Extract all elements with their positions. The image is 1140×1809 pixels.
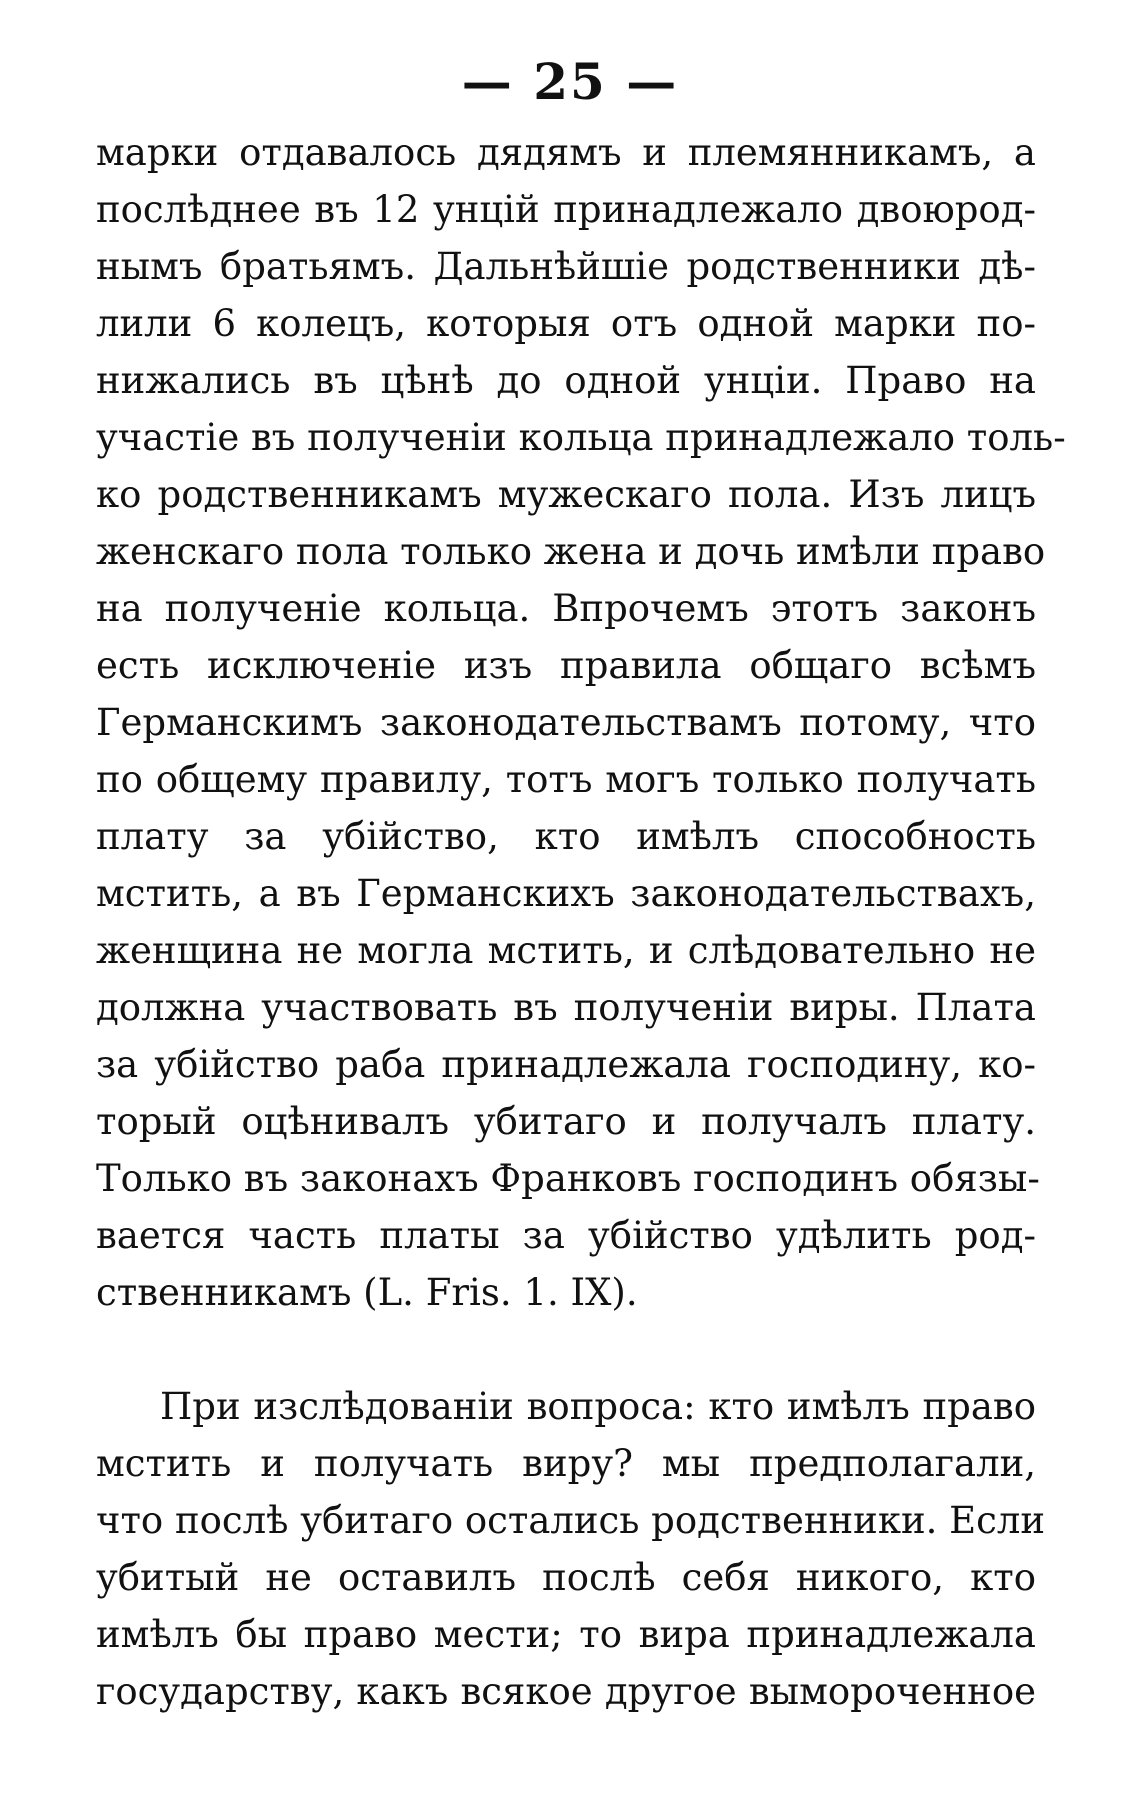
text-line: женщина не могла мстить, и слѣдовательно не bbox=[96, 929, 1036, 972]
text-line: вается часть платы за убійство удѣлить род- bbox=[96, 1214, 1036, 1257]
text-line: женскаго пола только жена и дочь имѣли право bbox=[96, 530, 1046, 573]
text-line: При изслѣдованіи вопроса: кто имѣлъ право bbox=[160, 1385, 1036, 1428]
text-line: Германскимъ законодательствамъ потому, что bbox=[96, 701, 1036, 744]
paragraph-1 bbox=[96, 124, 1066, 1321]
text-line: мстить и получать виру? мы предполагали, bbox=[96, 1442, 1036, 1485]
text-line: торый оцѣнивалъ убитаго и получалъ плату. bbox=[96, 1100, 1036, 1143]
text-line: за убійство раба принадлежала господину, ко- bbox=[96, 1043, 1036, 1086]
text-line: лили 6 колецъ, которыя отъ одной марки по- bbox=[96, 302, 1036, 345]
text-line: Только въ законахъ Франковъ господинъ обязы- bbox=[96, 1157, 1040, 1200]
text-line: нымъ братьямъ. Дальнѣйшіе родственники дѣ- bbox=[96, 245, 1036, 288]
text-line: на полученіе кольца. Впрочемъ этотъ законъ bbox=[96, 587, 1036, 630]
page-number: — 25 — bbox=[461, 52, 679, 111]
text-line: ко родственникамъ мужескаго пола. Изъ лицъ bbox=[96, 473, 1036, 516]
text-line: ственникамъ (L. Fris. 1. IX). bbox=[96, 1271, 638, 1314]
text-line: убитый не оставилъ послѣ себя никого, кто bbox=[96, 1556, 1036, 1599]
text-line: есть исключеніе изъ правила общаго всѣмъ bbox=[96, 644, 1036, 687]
text-line: марки отдавалось дядямъ и племянникамъ, а bbox=[96, 131, 1036, 174]
text-line: имѣлъ бы право мести; то вира принадлежала bbox=[96, 1613, 1036, 1656]
text-line: мстить, а въ Германскихъ законодательствахъ, bbox=[96, 872, 1036, 915]
text-line: государству, какъ всякое другое вымороченное bbox=[96, 1670, 1036, 1713]
text-line: послѣднее въ 12 унцій принадлежало двоюрод- bbox=[96, 188, 1036, 231]
text-line: должна участвовать въ полученіи виры. Плата bbox=[96, 986, 1036, 1029]
paragraph-2 bbox=[96, 1378, 1046, 1720]
text-line: плату за убійство, кто имѣлъ способность bbox=[96, 815, 1036, 858]
text-line: участіе въ полученіи кольца принадлежало толь- bbox=[96, 416, 1066, 459]
text-line: нижались въ цѣнѣ до одной унціи. Право на bbox=[96, 359, 1036, 402]
text-line: что послѣ убитаго остались родственники. Если bbox=[96, 1499, 1046, 1542]
text-line: по общему правилу, тотъ могъ только получать bbox=[96, 758, 1036, 801]
